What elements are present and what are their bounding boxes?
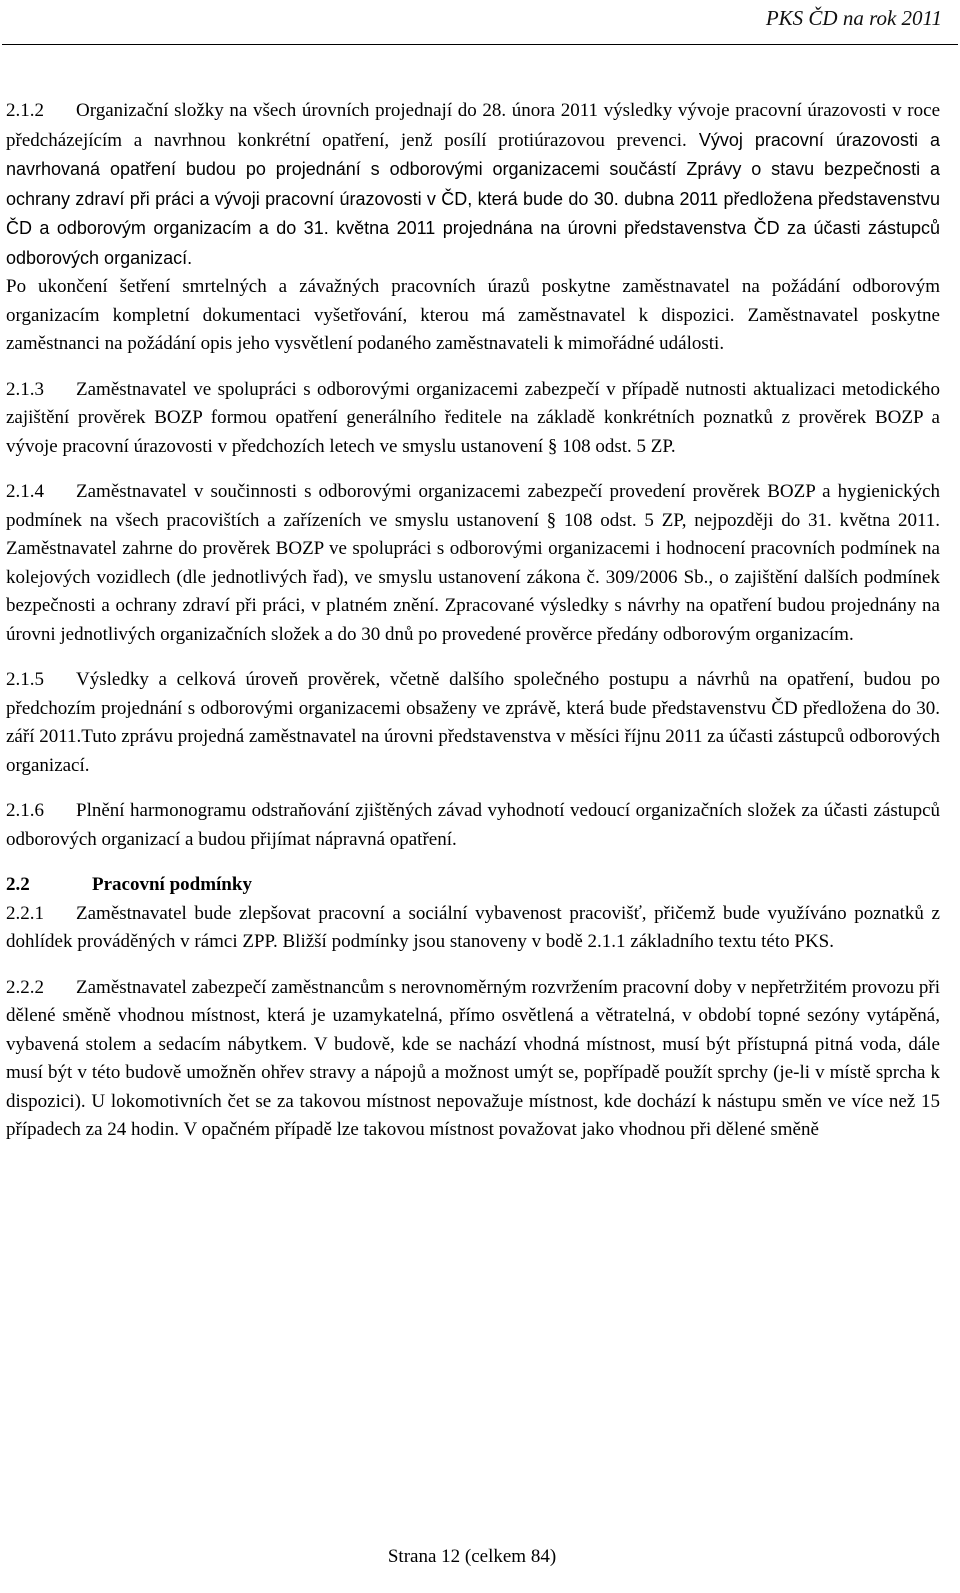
document-body [6, 97, 940, 1162]
heading-title: Pracovní podmínky [92, 874, 252, 895]
section-heading [6, 871, 940, 900]
section-2-1-3 [6, 376, 940, 462]
section-2-1-4 [6, 478, 940, 649]
section-number: 2.2.2 [6, 976, 44, 998]
section-number: 2.1.3 [6, 378, 44, 400]
section-number: 2.2.1 [6, 902, 44, 924]
running-header: PKS ČD na rok 2011 [765, 6, 942, 30]
section-text-continued: Po ukončení šetření smrtelných a závažných pracovních úrazů poskytne zaměstnavatel na požádání odborovým organizacím kompletní dokumentaci vyšetřování, kterou má zaměstnavatel k dispozici. Zaměstnavatel poskytne zaměstnanci na požádání opis jeho vysvětlení podaného zaměstnavateli k mimořádné události. [6, 276, 940, 354]
section-number: 2.1.5 [6, 669, 44, 690]
header-divider [2, 44, 958, 45]
section-2-2-1 [6, 900, 940, 957]
section-text: Zaměstnavatel zabezpečí zaměstnancům s nerovnoměrným rozvržením pracovní doby v nepřetržitém provozu při dělené směně vhodnou místnost, která je uzamykatelná, přímo osvětlená a větratelná, v období topné sezóny vytápěná, vybavená stolem a sedacím nábytkem. V budově, kde se nachází vhodná místnost, musí být přístupná pitná voda, dále musí být v této budově umožněn ohřev stravy a nápojů a možnost umýt se, popřípadě použít sprchy (je-li v místě sprcha k dispozici). U lokomotivních čet se za takovou místnost nepovažuje místnost, kde dochází k nástupu směn ve více než 15 případech za 24 hodin. V opačném případě lze takovou místnost považovat jako vhodnou při dělené směně [6, 976, 940, 1140]
section-2-1-5 [6, 666, 940, 780]
section-text: Plnění harmonogramu odstraňování zjištěných závad vyhodnotí vedoucí organizačních složek za účasti zástupců odborových organizací a budou přijímat nápravná opatření. [6, 800, 940, 850]
section-text-sans: Vývoj pracovní úrazovosti a navrhovaná opatření budou po projednání s odborovými organizacemi součástí Zprávy o stavu bezpečnosti a ochrany zdraví při práci a vývoji pracovní úrazovosti v ČD, která bude do 30. dubna 2011 předložena představenstvu ČD a odborovým organizacím a do 31. května 2011 projednána na úrovni představenstva ČD za účasti zástupců odborových organizací. [6, 129, 940, 268]
section-number: 2.1.2 [6, 100, 44, 121]
section-text: Zaměstnavatel ve spolupráci s odborovými organizacemi zabezpečí v případě nutnosti aktualizaci metodického zajištění prověrek BOZP formou opatření generálního ředitele na základě konkrétních poznatků z prověrek BOZP a vývoje pracovní úrazovosti v předchozích letech ve smyslu ustanovení § 108 odst. 5 ZP. [6, 378, 940, 457]
section-text: Výsledky a celková úroveň prověrek, včetně dalšího společného postupu a návrhů na opatření, budou po předchozím projednání s odborovými organizacemi obsaženy ve zprávě, která bude představenstvu ČD předložena do 30. září 2011.Tuto zprávu projedná zaměstnavatel na úrovni představenstva v měsíci říjnu 2011 za účasti zástupců odborových organizací. [6, 669, 940, 776]
section-number: 2.1.6 [6, 800, 44, 821]
section-number: 2.1.4 [6, 481, 44, 502]
page-footer: Strana 12 (celkem 84) [387, 1546, 557, 1567]
section-text: Organizační složky na všech úrovních projednají do 28. února 2011 výsledky vývoje pracovní úrazovosti v roce předcházejícím a navrhnou konkrétní opatření, jenž posílí protiúrazovou prevenci. [6, 100, 940, 151]
heading-number: 2.2 [6, 874, 30, 895]
section-2-2-2 [6, 974, 940, 1145]
section-text: Zaměstnavatel bude zlepšovat pracovní a sociální vybavenost pracovišť, přičemž bude využíváno poznatků z dohlídek prováděných v rámci ZPP. Bližší podmínky jsou stanoveny v bodě 2.1.1 základního textu této PKS. [6, 902, 940, 952]
section-text: Zaměstnavatel v součinnosti s odborovými organizacemi zabezpečí provedení prověrek BOZP a hygienických podmínek na všech pracovištích a zařízeních ve smyslu ustanovení § 108 odst. 5 ZP, nejpozději do 31. května 2011. Zaměstnavatel zahrne do prověrek BOZP ve spolupráci s odborovými organizacemi i hodnocení pracovních podmínek na kolejových vozidlech (dle jednotlivých řad), ve smyslu ustanovení zákona č. 309/2006 Sb., o zajištění dalších podmínek bezpečnosti a ochrany zdraví při práci, v platném znění. Zpracované výsledky s návrhy na opatření budou projednány na úrovni jednotlivých organizačních složek a do 30 dnů po provedené prověrce předány odborovým organizacím. [6, 481, 940, 645]
section-2-1-2 [6, 97, 940, 359]
section-2-1-6 [6, 797, 940, 854]
